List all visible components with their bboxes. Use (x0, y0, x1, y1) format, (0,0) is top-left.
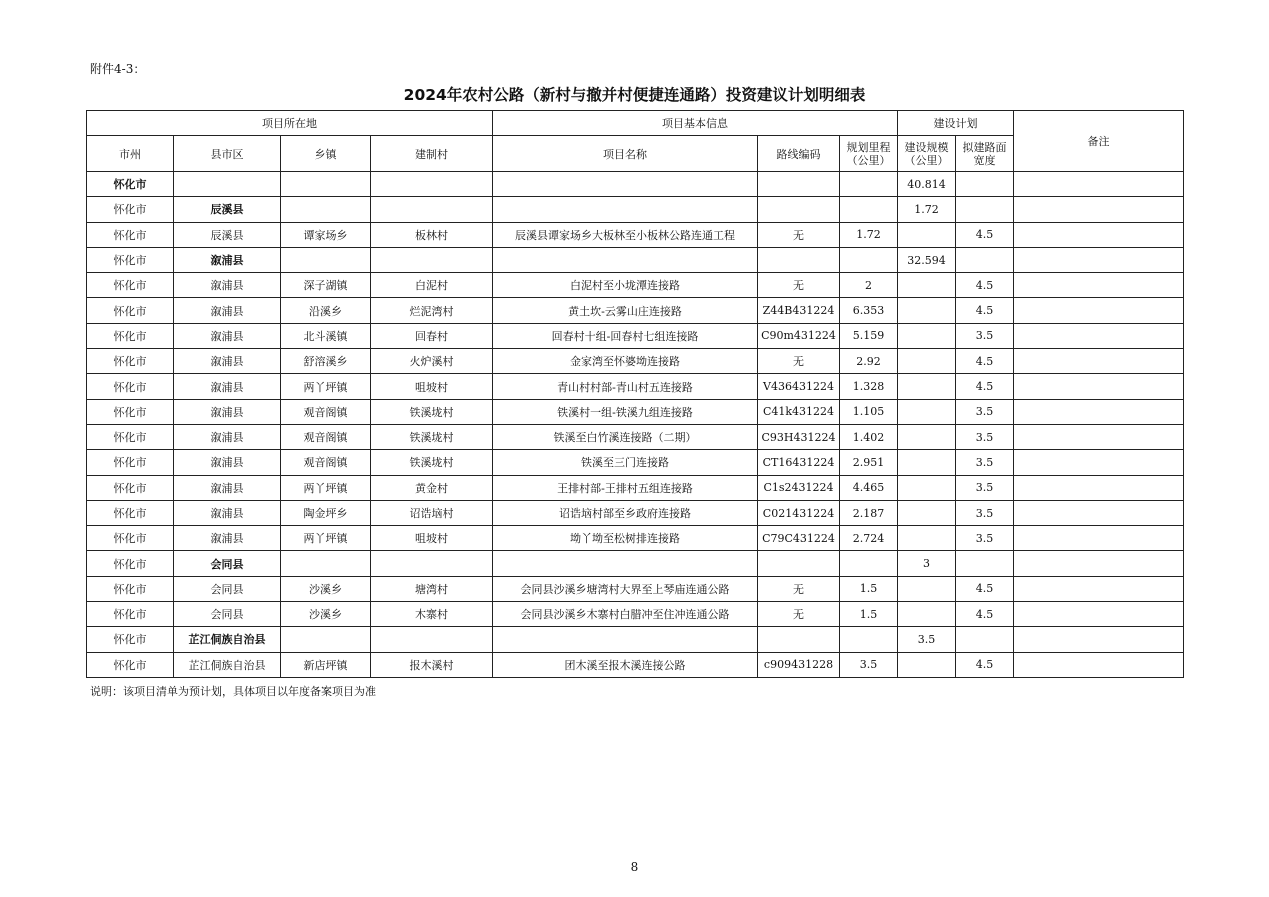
cell-planned-km: 4.465 (840, 475, 898, 500)
cell-remark (1014, 298, 1184, 323)
cell-city: 怀化市 (87, 602, 174, 627)
cell-city: 怀化市 (87, 399, 174, 424)
cell-village: 回春村 (371, 323, 493, 348)
cell-project-name: 铁溪至白竹溪连接路（二期） (493, 424, 758, 449)
cell-village (371, 197, 493, 222)
cell-route-code: 无 (758, 602, 840, 627)
cell-remark (1014, 399, 1184, 424)
cell-route-code (758, 627, 840, 652)
cell-road-width (956, 172, 1014, 197)
cell-planned-km (840, 172, 898, 197)
cell-planned-km: 1.72 (840, 222, 898, 247)
cell-planned-km: 2.951 (840, 450, 898, 475)
cell-scale-km: 40.814 (898, 172, 956, 197)
investment-plan-table (86, 110, 1184, 678)
cell-county: 芷江侗族自治县 (174, 652, 281, 677)
cell-scale-km: 3.5 (898, 627, 956, 652)
cell-project-name: 会同县沙溪乡木寨村白腊冲至住冲连通公路 (493, 602, 758, 627)
cell-village: 板林村 (371, 222, 493, 247)
cell-scale-km (898, 450, 956, 475)
cell-planned-km: 2.92 (840, 349, 898, 374)
cell-road-width: 4.5 (956, 222, 1014, 247)
cell-route-code: C1s2431224 (758, 475, 840, 500)
cell-town: 沙溪乡 (281, 602, 371, 627)
cell-village: 铁溪垅村 (371, 424, 493, 449)
cell-village (371, 551, 493, 576)
subtotal-row (87, 627, 1184, 652)
cell-scale-km (898, 652, 956, 677)
table-row (87, 273, 1184, 298)
cell-county: 溆浦县 (174, 374, 281, 399)
cell-scale-km (898, 424, 956, 449)
cell-scale-km (898, 576, 956, 601)
cell-city: 怀化市 (87, 526, 174, 551)
cell-road-width: 4.5 (956, 652, 1014, 677)
table-row (87, 298, 1184, 323)
cell-village: 咀坡村 (371, 526, 493, 551)
table-body (87, 172, 1184, 678)
cell-road-width: 4.5 (956, 576, 1014, 601)
cell-village: 铁溪垅村 (371, 450, 493, 475)
table-row (87, 374, 1184, 399)
subtotal-row (87, 551, 1184, 576)
cell-city: 怀化市 (87, 450, 174, 475)
cell-county: 辰溪县 (174, 197, 281, 222)
cell-project-name: 诏诰垴村部至乡政府连接路 (493, 500, 758, 525)
cell-town (281, 247, 371, 272)
cell-county: 芷江侗族自治县 (174, 627, 281, 652)
cell-city: 怀化市 (87, 273, 174, 298)
cell-project-name: 白泥村至小垅潭连接路 (493, 273, 758, 298)
cell-village: 报木溪村 (371, 652, 493, 677)
cell-remark (1014, 424, 1184, 449)
cell-planned-km (840, 551, 898, 576)
cell-route-code: 无 (758, 576, 840, 601)
cell-scale-km (898, 399, 956, 424)
cell-village: 咀坡村 (371, 374, 493, 399)
cell-city: 怀化市 (87, 500, 174, 525)
cell-road-width: 3.5 (956, 323, 1014, 348)
cell-road-width (956, 247, 1014, 272)
cell-village: 黄金村 (371, 475, 493, 500)
header-planned-km: 规划里程（公里） (840, 136, 898, 172)
cell-planned-km (840, 247, 898, 272)
table-row (87, 323, 1184, 348)
cell-town: 北斗溪镇 (281, 323, 371, 348)
cell-road-width (956, 197, 1014, 222)
cell-town: 舒溶溪乡 (281, 349, 371, 374)
cell-remark (1014, 222, 1184, 247)
cell-town (281, 627, 371, 652)
cell-project-name (493, 247, 758, 272)
table-row (87, 424, 1184, 449)
page-title: 2024年农村公路（新村与撤并村便捷连通路）投资建议计划明细表 (403, 86, 866, 104)
cell-city: 怀化市 (87, 576, 174, 601)
cell-project-name: 坳丫坳至松树排连接路 (493, 526, 758, 551)
cell-remark (1014, 450, 1184, 475)
cell-village (371, 172, 493, 197)
header-city: 市州 (87, 136, 174, 172)
cell-town: 沙溪乡 (281, 576, 371, 601)
header-project-name: 项目名称 (493, 136, 758, 172)
cell-project-name: 铁溪至三门连接路 (493, 450, 758, 475)
cell-project-name: 金家湾至怀婆坳连接路 (493, 349, 758, 374)
cell-city: 怀化市 (87, 349, 174, 374)
cell-village: 火炉溪村 (371, 349, 493, 374)
cell-town (281, 551, 371, 576)
cell-remark (1014, 172, 1184, 197)
cell-planned-km: 1.105 (840, 399, 898, 424)
cell-road-width (956, 627, 1014, 652)
cell-village: 木寨村 (371, 602, 493, 627)
cell-planned-km (840, 627, 898, 652)
cell-project-name: 黄土坎-云雾山庄连接路 (493, 298, 758, 323)
cell-route-code: V436431224 (758, 374, 840, 399)
cell-town (281, 197, 371, 222)
cell-project-name: 回春村十组-回春村七组连接路 (493, 323, 758, 348)
header-plan-group: 建设计划 (898, 111, 1014, 136)
cell-county: 会同县 (174, 602, 281, 627)
cell-remark (1014, 652, 1184, 677)
cell-county: 溆浦县 (174, 475, 281, 500)
header-scale-km: 建设规模（公里） (898, 136, 956, 172)
cell-scale-km (898, 222, 956, 247)
cell-project-name (493, 627, 758, 652)
subtotal-row (87, 172, 1184, 197)
cell-city: 怀化市 (87, 374, 174, 399)
header-group-row (87, 111, 1184, 136)
cell-village (371, 627, 493, 652)
cell-route-code: C90m431224 (758, 323, 840, 348)
cell-city: 怀化市 (87, 424, 174, 449)
cell-city: 怀化市 (87, 298, 174, 323)
cell-remark (1014, 475, 1184, 500)
cell-planned-km: 3.5 (840, 652, 898, 677)
cell-road-width: 3.5 (956, 399, 1014, 424)
cell-project-name (493, 197, 758, 222)
cell-road-width: 4.5 (956, 374, 1014, 399)
table-row (87, 349, 1184, 374)
cell-village: 烂泥湾村 (371, 298, 493, 323)
cell-road-width: 3.5 (956, 475, 1014, 500)
header-route-code: 路线编码 (758, 136, 840, 172)
cell-county: 溆浦县 (174, 323, 281, 348)
cell-county: 会同县 (174, 551, 281, 576)
cell-planned-km: 2 (840, 273, 898, 298)
cell-scale-km: 1.72 (898, 197, 956, 222)
cell-road-width: 3.5 (956, 500, 1014, 525)
table-row (87, 576, 1184, 601)
cell-road-width: 4.5 (956, 349, 1014, 374)
table-row (87, 602, 1184, 627)
table-row (87, 399, 1184, 424)
cell-scale-km (898, 323, 956, 348)
cell-scale-km (898, 500, 956, 525)
cell-project-name: 铁溪村一组-铁溪九组连接路 (493, 399, 758, 424)
cell-county: 溆浦县 (174, 526, 281, 551)
header-town: 乡镇 (281, 136, 371, 172)
cell-town: 新店坪镇 (281, 652, 371, 677)
cell-village: 铁溪垅村 (371, 399, 493, 424)
page-number: 8 (630, 860, 639, 874)
table-row (87, 526, 1184, 551)
cell-planned-km (840, 197, 898, 222)
cell-project-name: 王排村部-王排村五组连接路 (493, 475, 758, 500)
cell-county: 溆浦县 (174, 247, 281, 272)
cell-town: 观音阁镇 (281, 450, 371, 475)
cell-remark (1014, 627, 1184, 652)
cell-remark (1014, 323, 1184, 348)
cell-road-width: 3.5 (956, 424, 1014, 449)
cell-county: 辰溪县 (174, 222, 281, 247)
header-road-width: 拟建路面宽度 (956, 136, 1014, 172)
cell-remark (1014, 576, 1184, 601)
cell-county: 溆浦县 (174, 424, 281, 449)
cell-route-code: C41k431224 (758, 399, 840, 424)
cell-village: 塘湾村 (371, 576, 493, 601)
cell-county: 溆浦县 (174, 349, 281, 374)
subtotal-row (87, 197, 1184, 222)
cell-village: 诏诰垴村 (371, 500, 493, 525)
cell-scale-km: 3 (898, 551, 956, 576)
cell-remark (1014, 526, 1184, 551)
cell-planned-km: 5.159 (840, 323, 898, 348)
cell-town: 观音阁镇 (281, 424, 371, 449)
cell-planned-km: 2.187 (840, 500, 898, 525)
cell-scale-km: 32.594 (898, 247, 956, 272)
subtotal-row (87, 247, 1184, 272)
cell-remark (1014, 374, 1184, 399)
table-row (87, 450, 1184, 475)
cell-remark (1014, 197, 1184, 222)
cell-county: 会同县 (174, 576, 281, 601)
cell-route-code: 无 (758, 222, 840, 247)
cell-route-code: CT16431224 (758, 450, 840, 475)
cell-scale-km (898, 602, 956, 627)
cell-city: 怀化市 (87, 652, 174, 677)
cell-town: 两丫坪镇 (281, 475, 371, 500)
cell-county: 溆浦县 (174, 450, 281, 475)
cell-town: 观音阁镇 (281, 399, 371, 424)
cell-town: 陶金坪乡 (281, 500, 371, 525)
cell-city: 怀化市 (87, 551, 174, 576)
cell-city: 怀化市 (87, 222, 174, 247)
cell-town: 两丫坪镇 (281, 526, 371, 551)
cell-town: 深子湖镇 (281, 273, 371, 298)
cell-scale-km (898, 374, 956, 399)
cell-planned-km: 1.402 (840, 424, 898, 449)
cell-route-code (758, 172, 840, 197)
cell-village: 白泥村 (371, 273, 493, 298)
cell-scale-km (898, 298, 956, 323)
cell-planned-km: 6.353 (840, 298, 898, 323)
cell-project-name: 团木溪至报木溪连接公路 (493, 652, 758, 677)
cell-city: 怀化市 (87, 627, 174, 652)
cell-road-width: 4.5 (956, 298, 1014, 323)
cell-route-code: 无 (758, 273, 840, 298)
cell-route-code: 无 (758, 349, 840, 374)
cell-planned-km: 1.5 (840, 576, 898, 601)
cell-county: 溆浦县 (174, 500, 281, 525)
cell-city: 怀化市 (87, 475, 174, 500)
cell-route-code (758, 247, 840, 272)
cell-remark (1014, 500, 1184, 525)
cell-county: 溆浦县 (174, 298, 281, 323)
cell-village (371, 247, 493, 272)
cell-project-name: 会同县沙溪乡塘湾村大界至上琴庙连通公路 (493, 576, 758, 601)
cell-town: 谭家场乡 (281, 222, 371, 247)
header-remarks: 备注 (1014, 111, 1184, 172)
attachment-label: 附件4-3： (90, 62, 146, 76)
cell-remark (1014, 551, 1184, 576)
cell-road-width: 4.5 (956, 273, 1014, 298)
cell-scale-km (898, 349, 956, 374)
cell-city: 怀化市 (87, 323, 174, 348)
table-row (87, 652, 1184, 677)
cell-planned-km: 2.724 (840, 526, 898, 551)
cell-project-name (493, 172, 758, 197)
cell-route-code: Z44B431224 (758, 298, 840, 323)
cell-city: 怀化市 (87, 197, 174, 222)
cell-scale-km (898, 526, 956, 551)
cell-remark (1014, 602, 1184, 627)
cell-planned-km: 1.5 (840, 602, 898, 627)
cell-county: 溆浦县 (174, 273, 281, 298)
cell-planned-km: 1.328 (840, 374, 898, 399)
cell-town: 沿溪乡 (281, 298, 371, 323)
cell-route-code: C79C431224 (758, 526, 840, 551)
cell-remark (1014, 349, 1184, 374)
cell-city: 怀化市 (87, 172, 174, 197)
header-village: 建制村 (371, 136, 493, 172)
cell-road-width: 3.5 (956, 526, 1014, 551)
cell-route-code (758, 197, 840, 222)
cell-road-width: 3.5 (956, 450, 1014, 475)
cell-remark (1014, 247, 1184, 272)
cell-road-width: 4.5 (956, 602, 1014, 627)
cell-route-code (758, 551, 840, 576)
cell-route-code: c909431228 (758, 652, 840, 677)
cell-route-code: C93H431224 (758, 424, 840, 449)
cell-project-name: 辰溪县谭家场乡大板林至小板林公路连通工程 (493, 222, 758, 247)
cell-scale-km (898, 273, 956, 298)
footnote: 说明：该项目清单为预计划，具体项目以年度备案项目为准 (90, 685, 376, 698)
cell-town: 两丫坪镇 (281, 374, 371, 399)
table-row (87, 500, 1184, 525)
table-row (87, 475, 1184, 500)
cell-scale-km (898, 475, 956, 500)
header-county: 县市区 (174, 136, 281, 172)
cell-county (174, 172, 281, 197)
cell-city: 怀化市 (87, 247, 174, 272)
header-location-group: 项目所在地 (87, 111, 493, 136)
cell-road-width (956, 551, 1014, 576)
cell-route-code: C021431224 (758, 500, 840, 525)
cell-project-name (493, 551, 758, 576)
cell-remark (1014, 273, 1184, 298)
header-basic-info-group: 项目基本信息 (493, 111, 898, 136)
cell-county: 溆浦县 (174, 399, 281, 424)
table-row (87, 222, 1184, 247)
cell-town (281, 172, 371, 197)
cell-project-name: 青山村村部-青山村五连接路 (493, 374, 758, 399)
